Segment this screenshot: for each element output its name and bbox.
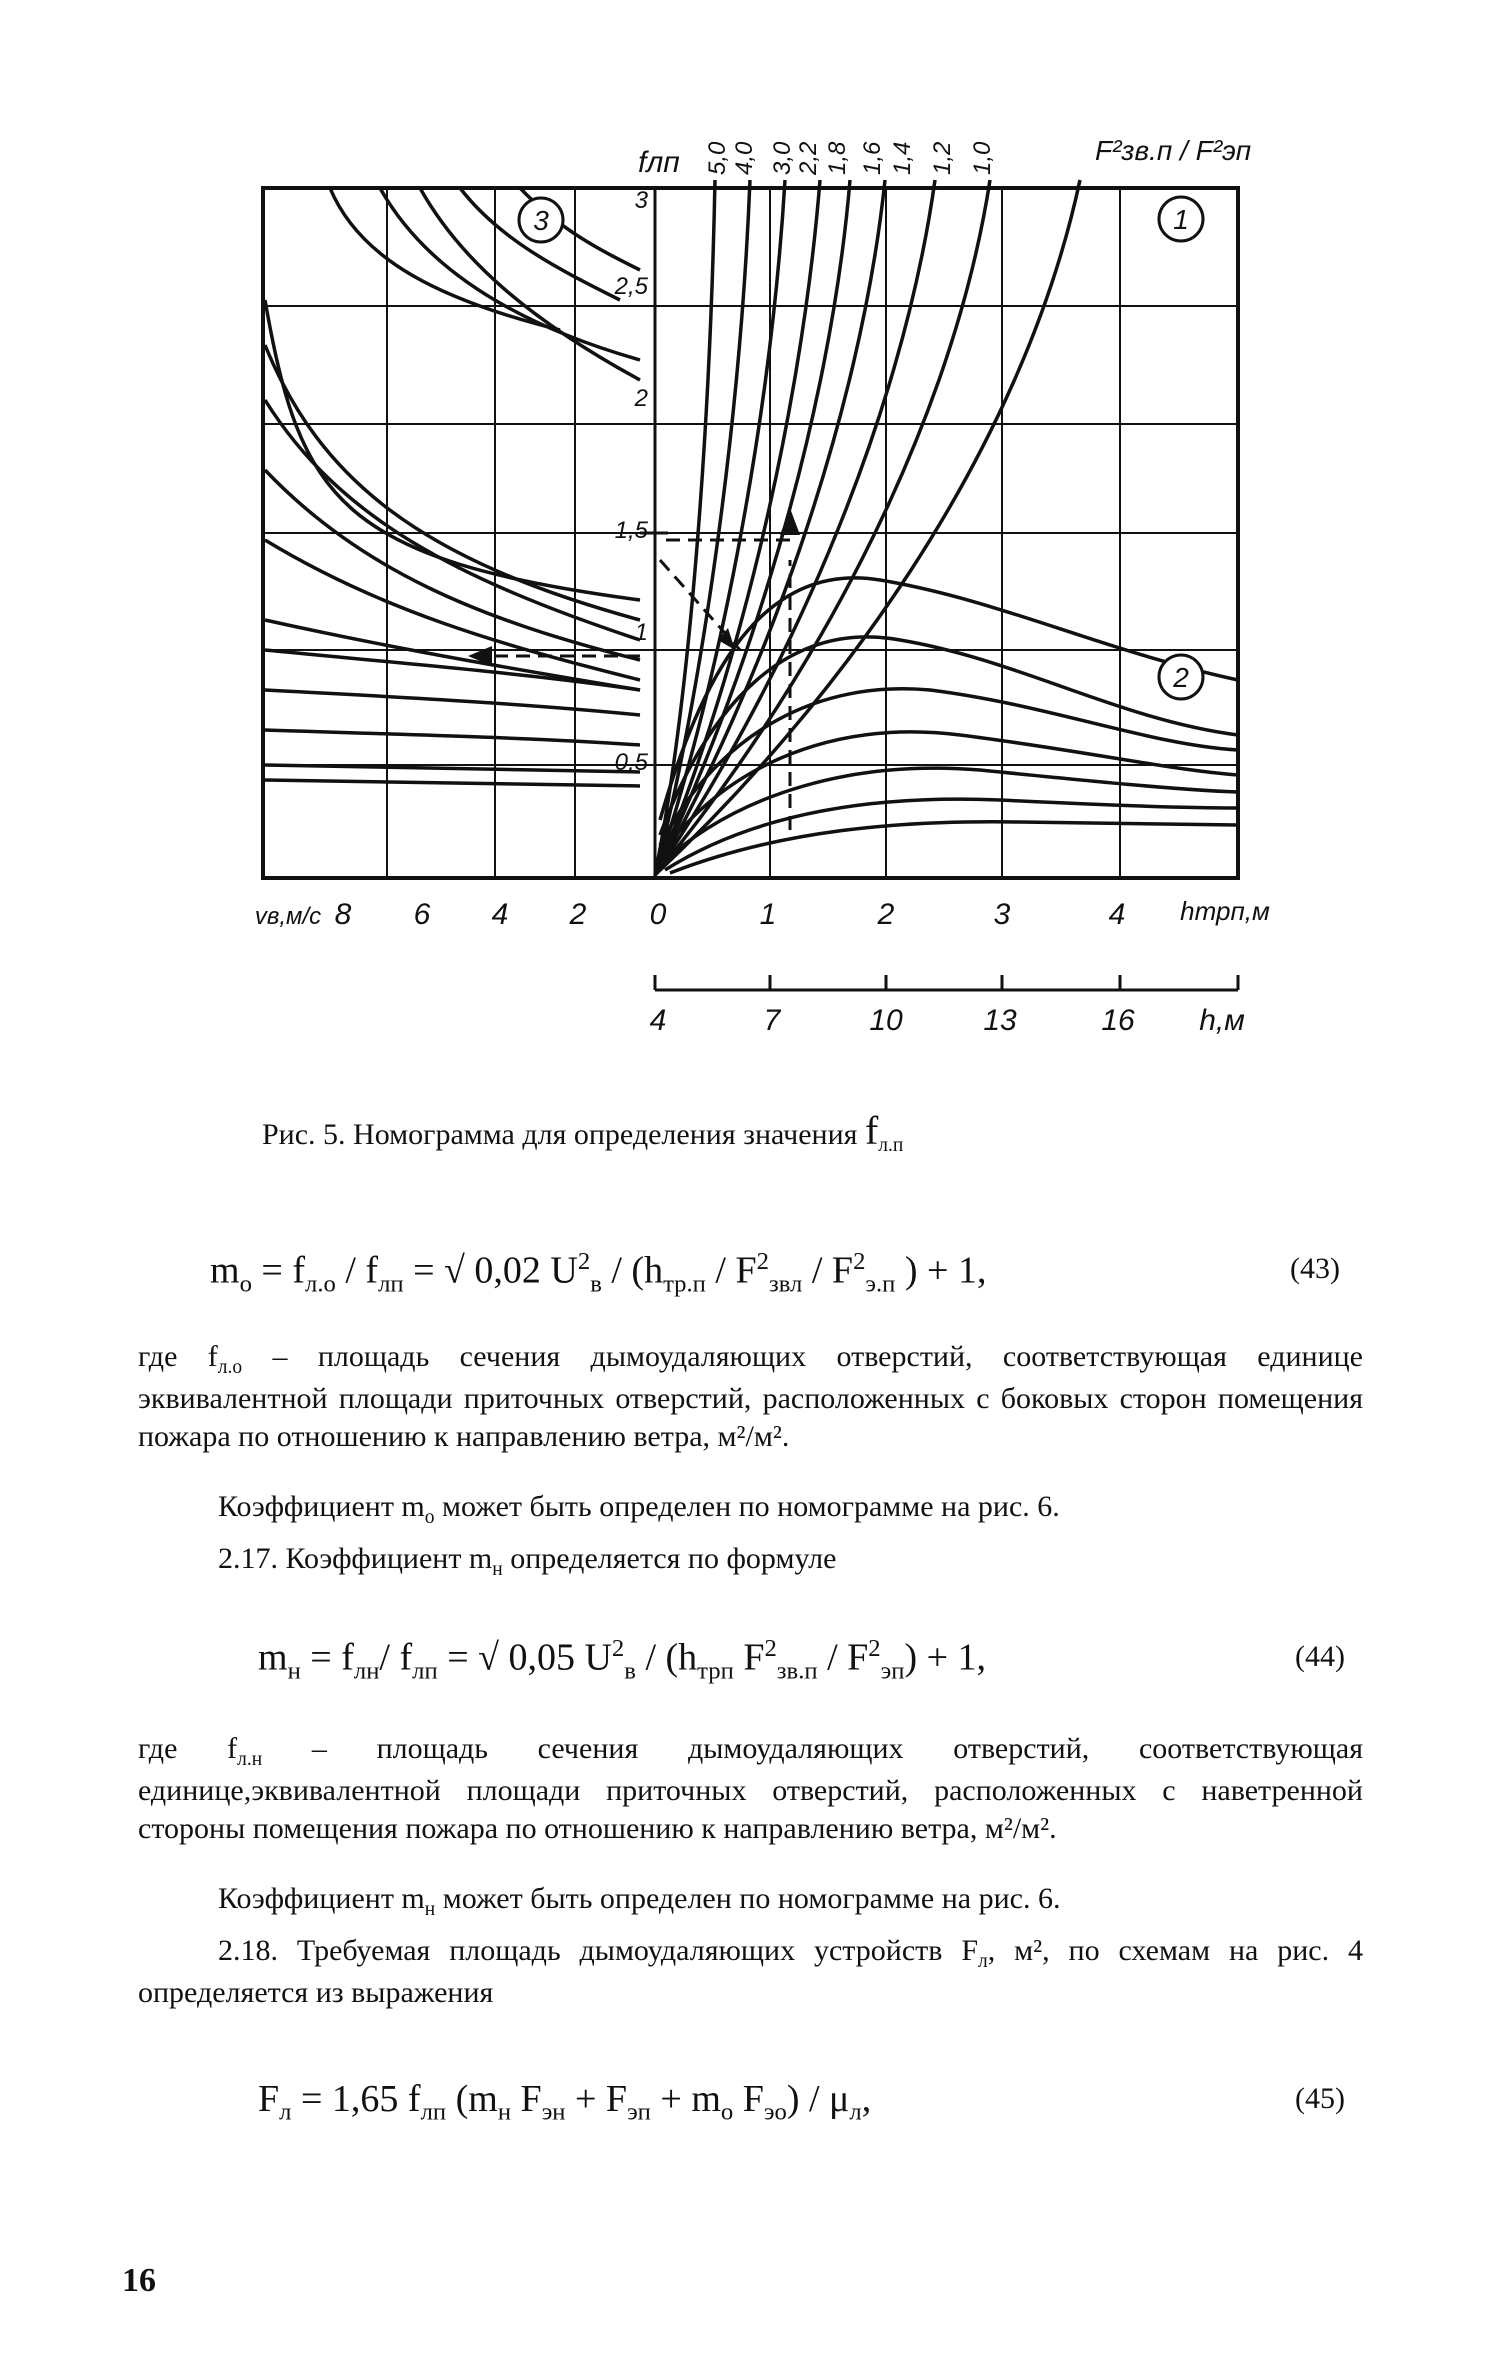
eq44-paren: / (h (635, 1636, 698, 1679)
f-tick-3: 3 (634, 187, 648, 214)
h-tick-7: 7 (763, 1004, 781, 1037)
eq44-f1: F (733, 1636, 765, 1679)
para6-tail: , м², по схемам на рис. 4 определяется из выражения (138, 1934, 1364, 2010)
quadrant-3-curves (265, 188, 640, 786)
quadrant-1-curves (655, 180, 1080, 875)
h-axis-label: h,м (1199, 1004, 1245, 1037)
wind-tick-2: 2 (569, 898, 587, 931)
h-trp-tick-3: 3 (993, 898, 1011, 931)
h-tick-10: 10 (869, 1004, 903, 1037)
ratio-1-0: 1,0 (969, 141, 996, 175)
paragraph-mo-nomogram (218, 1488, 1318, 1530)
para1-text: – площадь сечения дымоудаляющих отверстий, соответствующая единице эквивалентной площади приточных отверстий, расположенных с боковых сторон помещения пожара по отношению к направлению ветра, м²/м². (138, 1340, 1363, 1453)
equation-44-number: (44) (1295, 1640, 1345, 1673)
equation-45 (258, 2077, 871, 2127)
eq45-p3: F (511, 2078, 542, 2120)
eq44-f1-sub: зв.п (776, 1657, 818, 1685)
eq45-p3-sub: эн (541, 2098, 566, 2126)
eq43-u-sub: в (590, 1270, 602, 1298)
nomogram-figure (0, 0, 1500, 1070)
eq44-root: = √ 0,05 U (437, 1636, 612, 1679)
ratio-4-0: 4,0 (731, 141, 758, 175)
caption-text: Рис. 5. Номограмма для определения значения (262, 1118, 865, 1151)
paragraph-mn-nomogram (218, 1880, 1318, 1922)
eq43-tail: ) + 1, (895, 1249, 987, 1292)
eq45-p7-sub: л (849, 2098, 862, 2126)
ratio-axis-label: F²зв.п / F²эп (1095, 135, 1252, 166)
eq45-p6: F (733, 2078, 764, 2120)
para5-tail: может быть определен по номограмме на рис. 6. (435, 1882, 1061, 1915)
eq43-f1-sub: звл (768, 1270, 803, 1298)
eq43-f2-sup: 2 (853, 1248, 866, 1275)
eq44-u-sup: 2 (611, 1635, 625, 1662)
eq43-f1-sup: 2 (756, 1248, 769, 1275)
paragraph-f-ln-definition (138, 1730, 1363, 1847)
wind-tick-6: 6 (413, 898, 431, 931)
para2-sub: о (424, 1507, 435, 1528)
eq43-f1: / F (705, 1249, 757, 1292)
eq43-lhs-sub: o (239, 1270, 252, 1298)
wind-tick-4: 4 (491, 898, 509, 931)
f-tick-2-5: 2,5 (614, 273, 648, 300)
f-tick-2: 2 (634, 385, 648, 412)
eq44-f2-sup: 2 (868, 1635, 881, 1662)
f-tick-1: 1 (634, 619, 648, 646)
para2-text: Коэффициент m (218, 1490, 425, 1523)
wind-tick-8: 8 (334, 898, 352, 931)
paragraph-f-lo-definition (138, 1338, 1363, 1455)
eq43-mid-sub: л.о (305, 1270, 336, 1298)
eq44-h-sub: трп (697, 1657, 734, 1685)
page-number: 16 (122, 2262, 156, 2299)
eq44-f2-sub: эп (880, 1657, 905, 1685)
eq45-p5-sub: о (720, 2098, 734, 2126)
caption-sub: л.п (878, 1135, 904, 1156)
h-trp-axis-label: hтрп,м (1180, 896, 1270, 926)
h-trp-tick-4: 4 (1108, 898, 1126, 931)
para4-start: где f (138, 1732, 238, 1765)
eq44-mid: = f (300, 1636, 354, 1679)
quadrant-1-label: 1 (1173, 204, 1189, 235)
eq44-u-sub: в (624, 1657, 636, 1685)
eq44-f2: / F (817, 1636, 869, 1679)
ratio-5-0: 5,0 (704, 141, 731, 175)
eq43-mid2-sub: лп (378, 1270, 404, 1298)
para3-sub: н (492, 1559, 503, 1580)
eq43-paren: / (h (601, 1249, 664, 1292)
ratio-1-6: 1,6 (859, 141, 886, 175)
eq43-root: = √ 0,02 U (403, 1249, 578, 1292)
h-tick-13: 13 (983, 1004, 1017, 1037)
eq43-mid: = f (251, 1249, 305, 1292)
h-tick-4: 4 (649, 1004, 667, 1037)
ratio-2-2: 2,2 (795, 141, 822, 175)
quadrant-2-label: 2 (1173, 662, 1189, 693)
quadrant-3-label: 3 (533, 205, 549, 236)
h-trp-tick-1: 1 (759, 898, 777, 931)
equation-43 (210, 1248, 986, 1298)
eq44-mid2-sub: лп (412, 1657, 438, 1685)
para6-text: 2.18. Требуемая площадь дымоудаляющих устройств F (218, 1934, 979, 1967)
eq45-p2: (m (446, 2078, 498, 2120)
para3-text: 2.17. Коэффициент m (218, 1542, 493, 1575)
eq45-lhs-sub: л (279, 2098, 292, 2126)
para5-sub: н (424, 1899, 436, 1920)
eq45-p5: + m (650, 2078, 721, 2120)
eq43-h-sub: тр.п (663, 1270, 706, 1298)
eq43-lhs: m (210, 1249, 240, 1292)
eq44-mid-sub: лн (353, 1657, 380, 1685)
paragraph-2-17 (218, 1540, 1318, 1582)
f-lp-axis-label: fлп (638, 146, 680, 179)
eq44-lhs: m (258, 1636, 288, 1679)
eq45-p7: ) / μ (786, 2078, 850, 2120)
caption-symbol: f (864, 1108, 879, 1153)
eq45-p1: = 1,65 f (291, 2078, 421, 2120)
h-tick-16: 16 (1101, 1004, 1135, 1037)
eq45-lhs: F (258, 2078, 280, 2120)
eq45-p4: + F (565, 2078, 628, 2120)
ratio-3-0: 3,0 (769, 141, 796, 175)
eq45-p1-sub: лп (420, 2098, 447, 2126)
para6-sub: л (978, 1951, 988, 1972)
ratio-1-4: 1,4 (889, 141, 916, 175)
eq44-tail: ) + 1, (904, 1636, 987, 1679)
para1-start: где f (138, 1340, 218, 1373)
ratio-1-8: 1,8 (824, 141, 851, 175)
f-tick-0-5: 0,5 (614, 749, 648, 776)
figure-caption (262, 1107, 903, 1157)
eq45-p4-sub: эп (627, 2098, 651, 2126)
eq43-f2-sub: э.п (865, 1270, 896, 1298)
para4-sub: л.н (237, 1749, 263, 1770)
eq45-p6-sub: эо (763, 2098, 787, 2126)
para5-text: Коэффициент m (218, 1882, 425, 1915)
para4-text: – площадь сечения дымоудаляющих отверстий, соответствующая единице,эквивалентной площади приточных отверстий, расположенных с наветренной стороны помещения пожара по отношению к направлению ветра, м²/м². (138, 1732, 1364, 1845)
paragraph-2-18 (138, 1932, 1363, 2012)
wind-speed-axis-label: vв,м/с (254, 903, 322, 930)
eq45-p2-sub: н (497, 2098, 512, 2126)
ratio-1-2: 1,2 (929, 141, 956, 175)
h-trp-tick-0: 0 (649, 898, 667, 931)
h-trp-tick-2: 2 (877, 898, 895, 931)
eq43-mid2: / f (335, 1249, 379, 1292)
eq44-f1-sup: 2 (764, 1635, 777, 1662)
eq44-lhs-sub: н (287, 1657, 301, 1685)
para3-tail: определяется по формуле (502, 1542, 837, 1575)
f-tick-1-5: 1,5 (614, 517, 648, 544)
eq45-tail: , (861, 2078, 872, 2120)
para2-tail: может быть определен по номограмме на рис. 6. (434, 1490, 1060, 1523)
equation-43-number: (43) (1290, 1252, 1340, 1285)
eq43-u-sup: 2 (577, 1248, 591, 1275)
h-scale (655, 975, 1238, 990)
para1-sub: л.о (217, 1357, 243, 1378)
eq44-mid2: / f (379, 1636, 413, 1679)
equation-44 (258, 1635, 986, 1685)
eq43-f2: / F (802, 1249, 854, 1292)
equation-45-number: (45) (1295, 2082, 1345, 2115)
